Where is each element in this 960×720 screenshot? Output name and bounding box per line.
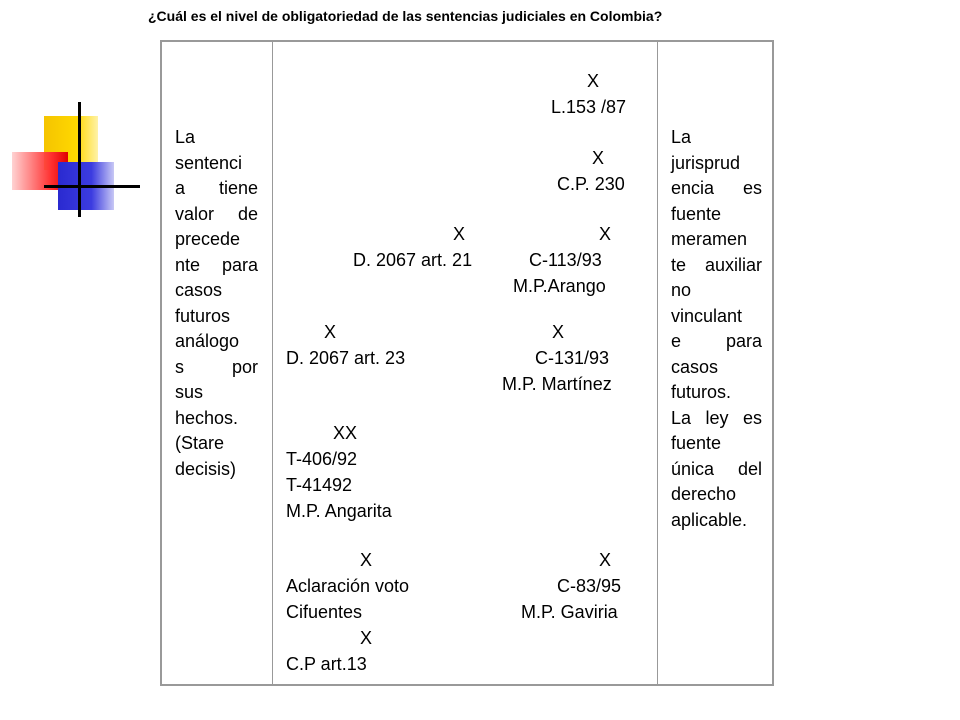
c83-mp: M.P. Gaviria <box>521 602 618 622</box>
precedent-column <box>175 125 258 482</box>
l153-ref: L.153 /87 <box>551 97 627 117</box>
precedent-text-line: decisis) <box>175 458 237 479</box>
precedent-text-line: hechos. <box>175 407 239 428</box>
c83-ref: C-83/95 <box>557 576 622 596</box>
d2067-21-ref: D. 2067 art. 21 <box>353 250 473 270</box>
precedent-text-line: futuros <box>175 305 231 326</box>
auxiliary-text-line: futuros. <box>671 382 732 402</box>
t406-mark: XX <box>333 423 358 443</box>
c131-ref: C-131/93 <box>535 348 610 368</box>
aclaracion-mark: X <box>360 550 373 570</box>
horizontal-line-shape <box>44 185 140 188</box>
precedent-text-line: La <box>175 127 196 147</box>
c113-mp: M.P.Arango <box>513 276 606 296</box>
auxiliary-text-line: fuente <box>671 203 722 224</box>
t406-ref2: T-41492 <box>286 475 353 495</box>
page-title: ¿Cuál es el nivel de obligatoriedad de las sentencias judiciales en Colombia? <box>148 8 663 24</box>
comparison-table <box>160 40 774 686</box>
precedent-text-line: a tiene <box>175 178 258 198</box>
precedent-text-line: valor de <box>175 203 258 224</box>
auxiliary-text-line: aplicable. <box>671 509 748 530</box>
cp230-mark: X <box>592 148 605 168</box>
cp13-mark: X <box>360 628 373 648</box>
t406-ref1: T-406/92 <box>286 449 358 469</box>
precedent-text-line: sus <box>175 382 204 402</box>
precedent-text-line: s por <box>175 356 258 377</box>
precedent-text-line: sentenci <box>175 152 243 173</box>
c131-mark: X <box>552 322 565 342</box>
auxiliary-text-line: fuente <box>671 433 722 453</box>
precedent-text-line: precede <box>175 229 241 249</box>
t406-mp: M.P. Angarita <box>286 501 392 521</box>
aclaracion-ref2: Cifuentes <box>286 602 363 622</box>
column-divider <box>272 42 273 684</box>
vertical-line-shape <box>78 102 81 217</box>
precedent-text-line: análogo <box>175 331 240 351</box>
auxiliary-text-line: La <box>671 127 692 147</box>
auxiliary-column <box>671 125 762 533</box>
precedent-text-line: nte para <box>175 254 258 275</box>
precedent-text-line: (Stare <box>175 433 225 453</box>
l153-mark: X <box>587 71 600 91</box>
auxiliary-text-line: derecho <box>671 484 737 504</box>
auxiliary-text-line: La ley es <box>671 407 762 428</box>
auxiliary-text-line: te auxiliar <box>671 254 762 275</box>
d2067-23-mark: X <box>324 322 337 342</box>
auxiliary-text-line: casos <box>671 356 719 377</box>
auxiliary-text-line: e para <box>671 331 762 351</box>
d2067-23-ref: D. 2067 art. 23 <box>286 348 406 368</box>
c113-mark: X <box>599 224 612 244</box>
cp13-ref: C.P art.13 <box>286 654 367 674</box>
d2067-21-mark: X <box>453 224 466 244</box>
c113-ref: C-113/93 <box>529 250 602 270</box>
auxiliary-text-line: meramen <box>671 229 748 249</box>
auxiliary-text-line: única del <box>671 458 762 479</box>
c83-mark: X <box>599 550 612 570</box>
column-divider <box>657 42 658 684</box>
auxiliary-text-line: vinculant <box>671 305 743 326</box>
decorative-logo <box>10 100 140 220</box>
cp230-ref: C.P. 230 <box>557 174 625 194</box>
auxiliary-text-line: encia es <box>671 178 762 198</box>
auxiliary-text-line: no <box>671 280 692 300</box>
auxiliary-text-line: jurisprud <box>671 152 741 173</box>
c131-mp: M.P. Martínez <box>502 374 612 394</box>
precedent-text-line: casos <box>175 280 223 300</box>
aclaracion-ref1: Aclaración voto <box>286 576 410 596</box>
